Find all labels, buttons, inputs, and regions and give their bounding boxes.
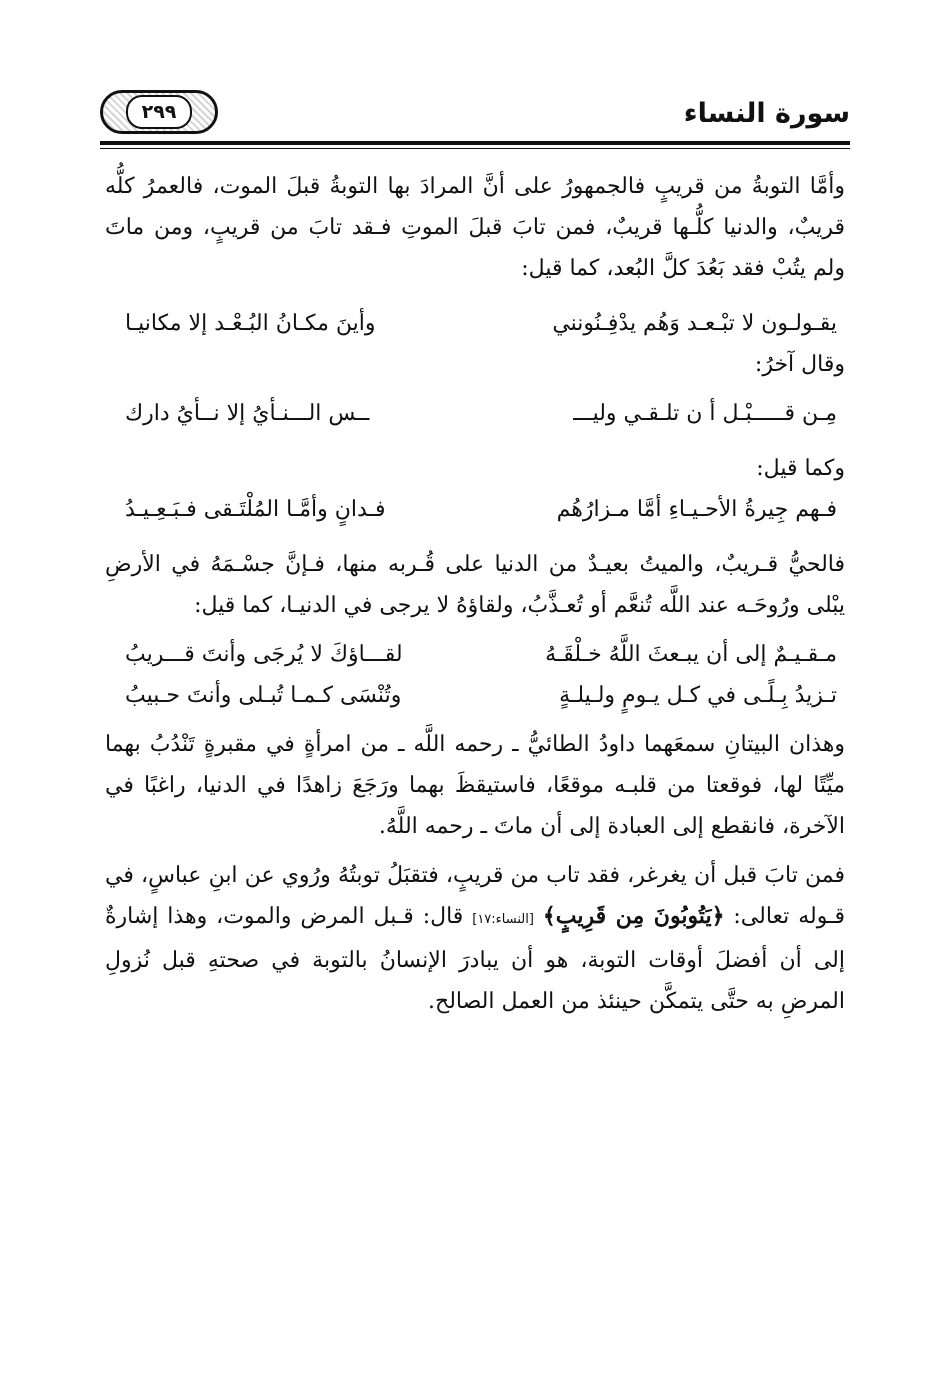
header-rule-thin xyxy=(100,148,850,149)
page-header xyxy=(100,88,850,140)
paragraph-4-after: قال: قـبل المرض والموت، وهذا إشارةٌ إلى أن أفضلَ أوقات التوبة، هو أن يبادرَ الإنسانُ بالتوبة في صحتهِ قبل نُزولِ المرضِ به حتَّى يتمكَّن حينئذ من العمل الصالح. xyxy=(105,904,845,1014)
page-number: ٢٩٩ xyxy=(126,95,193,129)
poem-verse-1 xyxy=(105,303,845,344)
verse-3-second-hemistich: فـدانٍ وأمَّـا المُلْتَـقى فـبَـعِـيـدُ xyxy=(125,497,386,522)
paragraph-3: وهذان البيتانِ سمعَهما داودُ الطائيُّ ـ رحمه اللَّه ـ من امرأةٍ في مقبرةٍ تَنْدُبُ بهما ميِّتًا لها، فوقعتا من قلبـه موقعًا، فاستيقظَ بهما ورَجَعَ زاهدًا في الدنيا، راغبًا في الآخرة، فانقطع إلى العبادة إلى أن ماتَ ـ رحمه اللَّهُ. xyxy=(105,732,845,839)
verse-1-second-hemistich: وأينَ مكـانُ البُـعْـد إلا مكانيـا xyxy=(125,311,376,336)
poem-verse-5 xyxy=(105,675,845,716)
header-rule-thick xyxy=(100,141,850,145)
verse-4-second-hemistich: لقـــاؤكَ لا يُرجَى وأنتَ قـــريبُ xyxy=(125,642,403,667)
verse-intro-3: وكما قيل: xyxy=(756,456,845,481)
verse-2-first-hemistich: مِـن قـــــبْـل أ ن تلـقـي وليـــ xyxy=(573,401,837,426)
verse-5-second-hemistich: وتُنْسَى كـمـا تُبـلى وأنتَ حـبيبُ xyxy=(125,683,402,708)
poem-verse-3 xyxy=(105,489,845,530)
page-number-badge xyxy=(100,90,218,134)
poem-verse-4 xyxy=(105,634,845,675)
page-content xyxy=(105,166,845,1022)
paragraph-4-before: فمن تابَ قبل أن يغرغر، فقد تاب من قريبٍ، فتقبَلُ توبتُهُ ورُوي عن ابنِ عباسٍ، في قـوله تعالى: xyxy=(105,863,846,929)
poem-verse-2 xyxy=(105,393,845,434)
verse-intro-2: وقال آخرُ: xyxy=(754,352,845,377)
paragraph-4 xyxy=(105,855,845,1022)
verse-4-first-hemistich: مـقـيـمٌ إلى أن يبـعثَ اللَّهُ خـلْقَـهُ xyxy=(545,642,837,667)
verse-1-first-hemistich: يقـولـون لا تبْـعـد وَهُم يدْفِـنُونني xyxy=(552,311,837,336)
verse-3-first-hemistich: فـهم جِيرةُ الأحـيـاءِ أمَّا مـزارُهُم xyxy=(556,497,837,522)
paragraph-2: فالحيُّ قـريبٌ، والميتُ بعيـدٌ من الدنيا على قُـربه منها، فـإنَّ جسْـمَهُ في الأرضِ يبْلى ورُوحَـه عند اللَّه تُنعَّم أو تُعـذَّبُ، ولقاؤهُ لا يرجى في الدنيـا، كما قيل: xyxy=(105,552,845,618)
verse-2-second-hemistich: ــس الـــنـأيُ إلا نــأيُ دارك xyxy=(125,401,370,426)
quran-ayah: ﴿يَتُوبُونَ مِن قَرِيبٍ﴾ xyxy=(542,903,725,929)
paragraph-1: وأمَّا التوبةُ من قريبٍ فالجمهورُ على أنَّ المرادَ بها التوبةُ قبلَ الموت، فالعمرُ كلُّه قريبٌ، والدنيا كلُّـها قريبٌ، فمن تابَ قبلَ الموتِ فـقد تابَ من قريبٍ، ومن ماتَ ولم يتُبْ فقد بَعُدَ كلَّ البُعد، كما قيل: xyxy=(105,174,846,281)
verse-5-first-hemistich: تـزيدُ بِـلًـى في كـل يـومٍ ولـيلـةٍ xyxy=(559,683,837,708)
ayah-reference: [النساء:١٧] xyxy=(472,912,534,927)
surah-title: سورة النساء xyxy=(683,98,850,129)
